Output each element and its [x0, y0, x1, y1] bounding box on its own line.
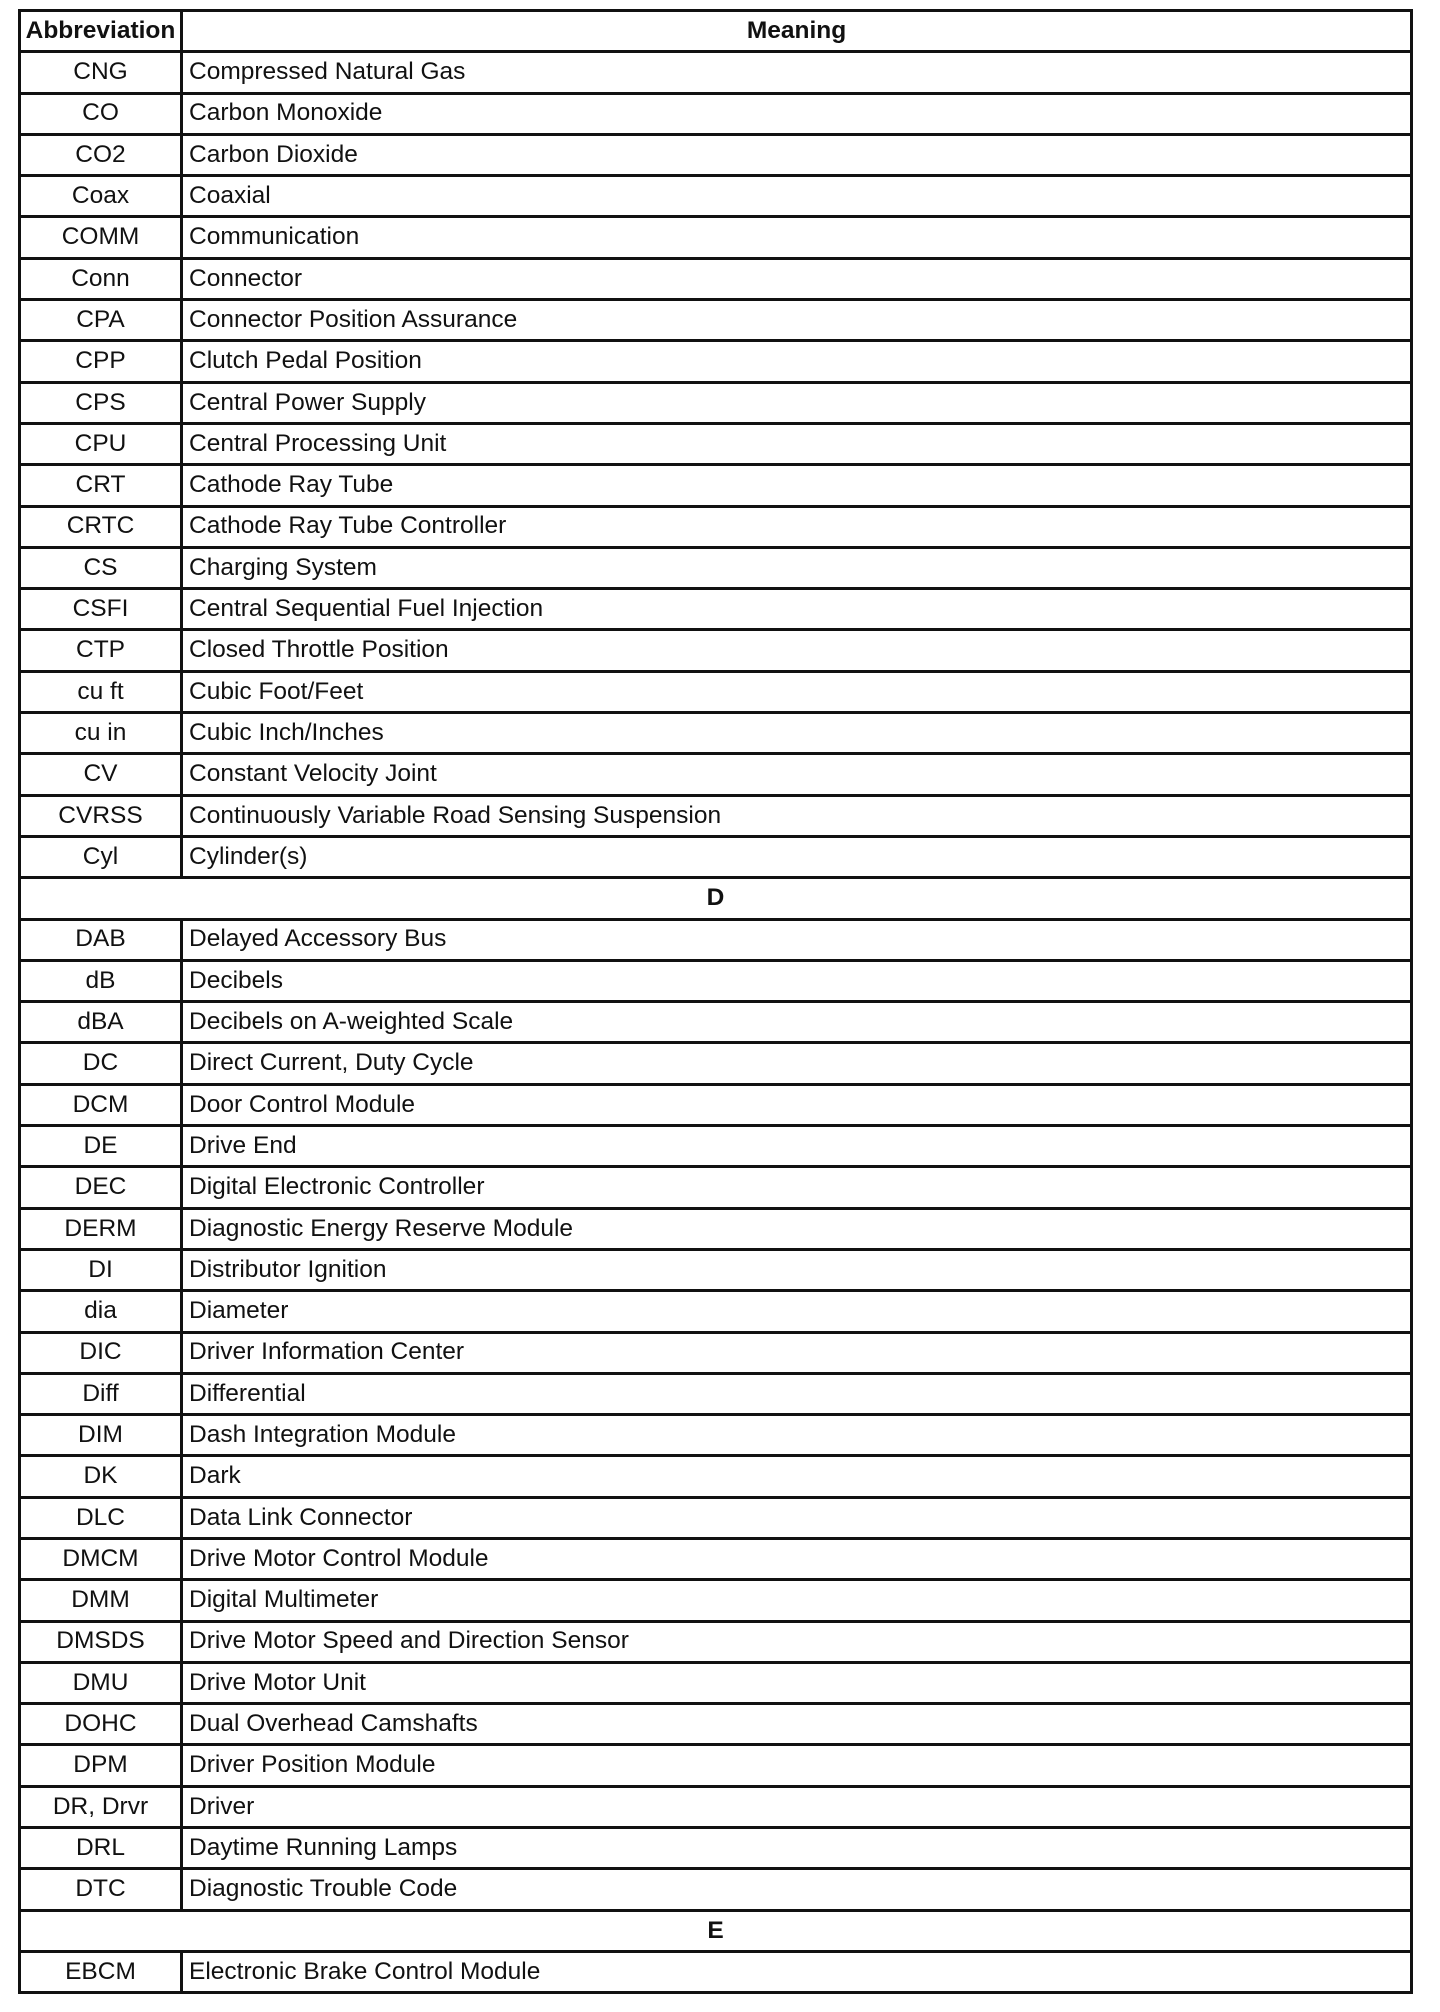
abbreviations-table [18, 9, 1413, 1994]
abbreviation-cell: CO2 [20, 134, 182, 175]
meaning-cell: Daytime Running Lamps [182, 1828, 1412, 1869]
abbreviation-cell: DEC [20, 1167, 182, 1208]
abbreviation-cell: CPA [20, 300, 182, 341]
meaning-cell: Data Link Connector [182, 1497, 1412, 1538]
table-row [20, 1167, 1412, 1208]
meaning-cell: Central Power Supply [182, 382, 1412, 423]
table-row [20, 1580, 1412, 1621]
meaning-cell: Coaxial [182, 176, 1412, 217]
meaning-cell: Carbon Monoxide [182, 93, 1412, 134]
table-row [20, 1002, 1412, 1043]
abbreviation-cell: Diff [20, 1373, 182, 1414]
table-row [20, 1208, 1412, 1249]
table-row [20, 382, 1412, 423]
table-row [20, 1621, 1412, 1662]
abbreviation-cell: Cyl [20, 836, 182, 877]
meaning-cell: Constant Velocity Joint [182, 754, 1412, 795]
meaning-cell: Drive End [182, 1126, 1412, 1167]
abbreviation-column-header: Abbreviation [20, 11, 182, 52]
meaning-cell: Cathode Ray Tube Controller [182, 506, 1412, 547]
table-row [20, 1704, 1412, 1745]
abbreviation-cell: Coax [20, 176, 182, 217]
table-row [20, 1828, 1412, 1869]
meaning-cell: Delayed Accessory Bus [182, 919, 1412, 960]
abbreviation-cell: EBCM [20, 1951, 182, 1992]
abbreviation-cell: DC [20, 1043, 182, 1084]
table-row [20, 1456, 1412, 1497]
meaning-cell: Dark [182, 1456, 1412, 1497]
table-row [20, 960, 1412, 1001]
meaning-cell: Cylinder(s) [182, 836, 1412, 877]
abbreviation-cell: DK [20, 1456, 182, 1497]
table-row [20, 1084, 1412, 1125]
meaning-cell: Dual Overhead Camshafts [182, 1704, 1412, 1745]
meaning-cell: Direct Current, Duty Cycle [182, 1043, 1412, 1084]
meaning-cell: Decibels [182, 960, 1412, 1001]
meaning-column-header: Meaning [182, 11, 1412, 52]
abbreviation-cell: CV [20, 754, 182, 795]
abbreviation-cell: CTP [20, 630, 182, 671]
table-row [20, 1662, 1412, 1703]
table-row [20, 1415, 1412, 1456]
meaning-cell: Driver [182, 1786, 1412, 1827]
abbreviation-cell: dBA [20, 1002, 182, 1043]
meaning-cell: Charging System [182, 547, 1412, 588]
abbreviation-cell: CVRSS [20, 795, 182, 836]
abbreviation-cell: DMSDS [20, 1621, 182, 1662]
meaning-cell: Diagnostic Trouble Code [182, 1869, 1412, 1910]
abbreviation-cell: CNG [20, 52, 182, 93]
table-row [20, 1497, 1412, 1538]
table-row [20, 1869, 1412, 1910]
table-row [20, 1373, 1412, 1414]
table-row [20, 1043, 1412, 1084]
meaning-cell: Driver Position Module [182, 1745, 1412, 1786]
abbreviation-cell: DAB [20, 919, 182, 960]
table-row [20, 1951, 1412, 1992]
abbreviation-cell: DR, Drvr [20, 1786, 182, 1827]
meaning-cell: Cathode Ray Tube [182, 465, 1412, 506]
abbreviation-cell: CO [20, 93, 182, 134]
meaning-cell: Central Sequential Fuel Injection [182, 589, 1412, 630]
meaning-cell: Compressed Natural Gas [182, 52, 1412, 93]
abbreviation-cell: DPM [20, 1745, 182, 1786]
abbreviation-cell: cu in [20, 713, 182, 754]
table-row [20, 713, 1412, 754]
table-row [20, 1249, 1412, 1290]
meaning-cell: Diagnostic Energy Reserve Module [182, 1208, 1412, 1249]
table-row [20, 836, 1412, 877]
meaning-cell: Dash Integration Module [182, 1415, 1412, 1456]
table-row [20, 589, 1412, 630]
table-row [20, 1538, 1412, 1579]
meaning-cell: Electronic Brake Control Module [182, 1951, 1412, 1992]
table-row [20, 630, 1412, 671]
section-letter: D [20, 878, 1412, 919]
meaning-cell: Closed Throttle Position [182, 630, 1412, 671]
meaning-cell: Decibels on A-weighted Scale [182, 1002, 1412, 1043]
meaning-cell: Connector [182, 258, 1412, 299]
meaning-cell: Door Control Module [182, 1084, 1412, 1125]
abbreviation-cell: Conn [20, 258, 182, 299]
table-row [20, 919, 1412, 960]
abbreviation-cell: DTC [20, 1869, 182, 1910]
header-row [20, 11, 1412, 52]
meaning-cell: Communication [182, 217, 1412, 258]
abbreviation-cell: DMCM [20, 1538, 182, 1579]
abbreviation-cell: DIM [20, 1415, 182, 1456]
table-body [20, 52, 1412, 1993]
abbreviation-cell: dia [20, 1291, 182, 1332]
table-row [20, 465, 1412, 506]
table-row [20, 547, 1412, 588]
abbreviation-cell: cu ft [20, 671, 182, 712]
section-header-row [20, 1910, 1412, 1951]
abbreviation-cell: COMM [20, 217, 182, 258]
meaning-cell: Drive Motor Control Module [182, 1538, 1412, 1579]
meaning-cell: Differential [182, 1373, 1412, 1414]
abbreviation-cell: CSFI [20, 589, 182, 630]
abbreviation-cell: CPU [20, 423, 182, 464]
meaning-cell: Drive Motor Unit [182, 1662, 1412, 1703]
abbreviation-cell: DI [20, 1249, 182, 1290]
meaning-cell: Digital Multimeter [182, 1580, 1412, 1621]
meaning-cell: Clutch Pedal Position [182, 341, 1412, 382]
abbreviation-cell: DMU [20, 1662, 182, 1703]
abbreviation-cell: DRL [20, 1828, 182, 1869]
table-row [20, 217, 1412, 258]
abbreviation-cell: DE [20, 1126, 182, 1167]
abbreviation-cell: DOHC [20, 1704, 182, 1745]
table-row [20, 1786, 1412, 1827]
meaning-cell: Driver Information Center [182, 1332, 1412, 1373]
table-row [20, 176, 1412, 217]
abbreviation-cell: DLC [20, 1497, 182, 1538]
meaning-cell: Diameter [182, 1291, 1412, 1332]
meaning-cell: Carbon Dioxide [182, 134, 1412, 175]
table-row [20, 1291, 1412, 1332]
table-row [20, 423, 1412, 464]
abbreviation-cell: dB [20, 960, 182, 1001]
table-row [20, 795, 1412, 836]
meaning-cell: Distributor Ignition [182, 1249, 1412, 1290]
table-row [20, 258, 1412, 299]
abbreviation-cell: CPP [20, 341, 182, 382]
table-row [20, 506, 1412, 547]
abbreviation-cell: CRTC [20, 506, 182, 547]
abbreviation-cell: DCM [20, 1084, 182, 1125]
abbreviation-cell: DMM [20, 1580, 182, 1621]
table-row [20, 341, 1412, 382]
meaning-cell: Central Processing Unit [182, 423, 1412, 464]
meaning-cell: Cubic Foot/Feet [182, 671, 1412, 712]
table-row [20, 52, 1412, 93]
table-row [20, 754, 1412, 795]
table-row [20, 134, 1412, 175]
section-letter: E [20, 1910, 1412, 1951]
abbreviation-cell: DIC [20, 1332, 182, 1373]
meaning-cell: Digital Electronic Controller [182, 1167, 1412, 1208]
table-row [20, 93, 1412, 134]
table-row [20, 1332, 1412, 1373]
meaning-cell: Drive Motor Speed and Direction Sensor [182, 1621, 1412, 1662]
abbreviation-cell: CS [20, 547, 182, 588]
meaning-cell: Cubic Inch/Inches [182, 713, 1412, 754]
abbreviation-cell: DERM [20, 1208, 182, 1249]
table-row [20, 1126, 1412, 1167]
table-row [20, 1745, 1412, 1786]
table-row [20, 671, 1412, 712]
table-row [20, 300, 1412, 341]
abbreviation-cell: CPS [20, 382, 182, 423]
section-header-row [20, 878, 1412, 919]
meaning-cell: Continuously Variable Road Sensing Suspension [182, 795, 1412, 836]
meaning-cell: Connector Position Assurance [182, 300, 1412, 341]
abbreviation-cell: CRT [20, 465, 182, 506]
